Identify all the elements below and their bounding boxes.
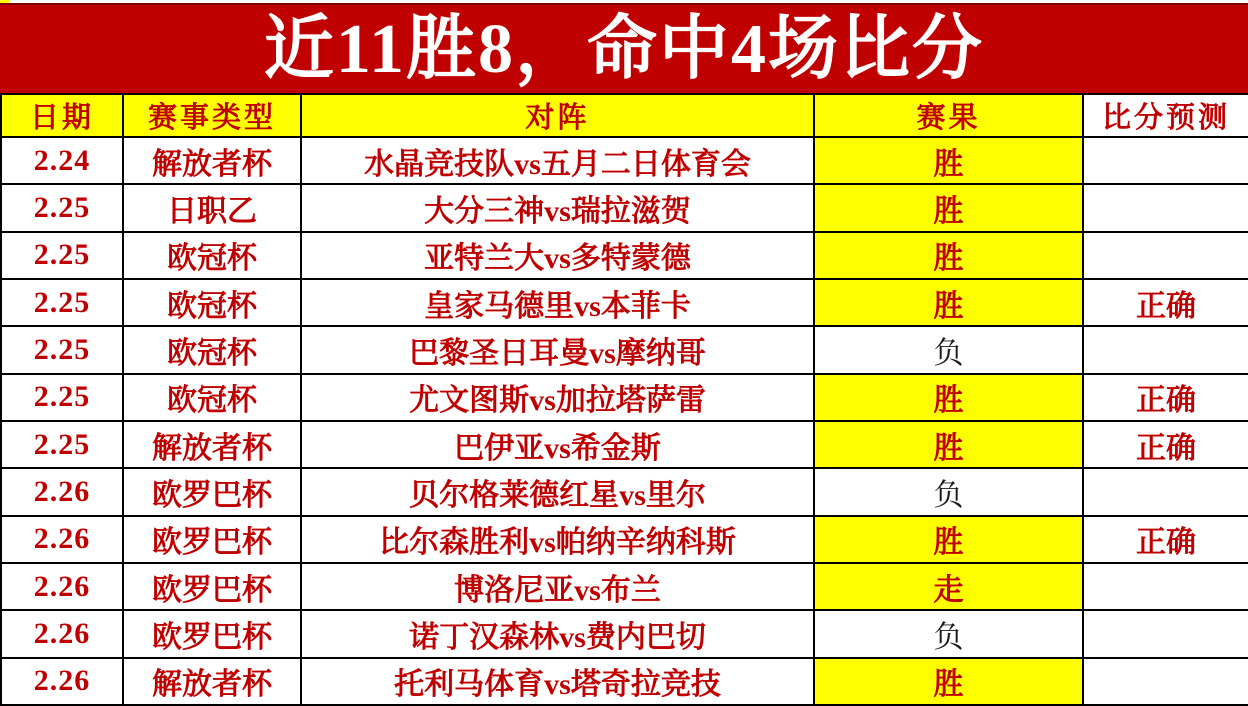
cell-result: 胜 — [814, 374, 1083, 421]
cell-matchup: 水晶竞技队vs五月二日体育会 — [301, 137, 814, 184]
cell-result: 胜 — [814, 279, 1083, 326]
cell-date: 2.25 — [1, 279, 123, 326]
cell-date: 2.26 — [1, 468, 123, 515]
results-table — [0, 93, 1248, 706]
header-result: 赛果 — [814, 94, 1083, 137]
cell-matchup: 亚特兰大vs多特蒙德 — [301, 232, 814, 279]
table-row — [1, 421, 1248, 468]
header-row — [1, 94, 1248, 137]
cell-league: 欧冠杯 — [123, 326, 301, 373]
cell-result: 负 — [814, 326, 1083, 373]
cell-matchup: 巴黎圣日耳曼vs摩纳哥 — [301, 326, 814, 373]
cell-result: 胜 — [814, 137, 1083, 184]
cell-date: 2.25 — [1, 232, 123, 279]
cell-prediction: 正确 — [1083, 516, 1248, 563]
cell-league: 欧冠杯 — [123, 374, 301, 421]
header-matchup: 对阵 — [301, 94, 814, 137]
cell-date: 2.25 — [1, 421, 123, 468]
cell-date: 2.25 — [1, 326, 123, 373]
cell-league: 欧罗巴杯 — [123, 610, 301, 657]
table-row — [1, 516, 1248, 563]
cell-result: 负 — [814, 610, 1083, 657]
cell-result: 走 — [814, 563, 1083, 610]
cell-prediction — [1083, 326, 1248, 373]
cell-date: 2.25 — [1, 184, 123, 231]
cell-prediction: 正确 — [1083, 279, 1248, 326]
table-row — [1, 137, 1248, 184]
title-banner — [0, 3, 1248, 93]
cell-result: 胜 — [814, 658, 1083, 705]
table-row — [1, 658, 1248, 705]
table-row — [1, 326, 1248, 373]
cell-date: 2.26 — [1, 610, 123, 657]
page-title: 近11胜8，命中4场比分 — [263, 11, 985, 88]
top-edge-yellow-sliver — [0, 0, 10, 3]
cell-matchup: 皇家马德里vs本菲卡 — [301, 279, 814, 326]
cell-result: 胜 — [814, 184, 1083, 231]
cell-league: 解放者杯 — [123, 421, 301, 468]
cell-league: 欧罗巴杯 — [123, 563, 301, 610]
cell-date: 2.26 — [1, 563, 123, 610]
table-row — [1, 279, 1248, 326]
cell-matchup: 尤文图斯vs加拉塔萨雷 — [301, 374, 814, 421]
cell-prediction — [1083, 658, 1248, 705]
cell-date: 2.26 — [1, 516, 123, 563]
top-edge-strip — [0, 0, 1248, 3]
cell-league: 欧冠杯 — [123, 279, 301, 326]
cell-matchup: 博洛尼亚vs布兰 — [301, 563, 814, 610]
cell-prediction: 正确 — [1083, 421, 1248, 468]
table-row — [1, 610, 1248, 657]
cell-result: 胜 — [814, 516, 1083, 563]
table-row — [1, 184, 1248, 231]
cell-result: 负 — [814, 468, 1083, 515]
table-row — [1, 468, 1248, 515]
header-prediction: 比分预测 — [1083, 94, 1248, 137]
cell-league: 解放者杯 — [123, 137, 301, 184]
table-row — [1, 374, 1248, 421]
cell-date: 2.25 — [1, 374, 123, 421]
cell-league: 欧罗巴杯 — [123, 468, 301, 515]
cell-league: 日职乙 — [123, 184, 301, 231]
cell-league: 欧冠杯 — [123, 232, 301, 279]
cell-prediction — [1083, 184, 1248, 231]
cell-prediction — [1083, 232, 1248, 279]
cell-matchup: 巴伊亚vs希金斯 — [301, 421, 814, 468]
cell-date: 2.24 — [1, 137, 123, 184]
table-row — [1, 563, 1248, 610]
cell-prediction — [1083, 137, 1248, 184]
cell-result: 胜 — [814, 232, 1083, 279]
cell-matchup: 比尔森胜利vs帕纳辛纳科斯 — [301, 516, 814, 563]
cell-prediction: 正确 — [1083, 374, 1248, 421]
cell-result: 胜 — [814, 421, 1083, 468]
cell-matchup: 贝尔格莱德红星vs里尔 — [301, 468, 814, 515]
cell-league: 解放者杯 — [123, 658, 301, 705]
cell-matchup: 托利马体育vs塔奇拉竞技 — [301, 658, 814, 705]
table-row — [1, 232, 1248, 279]
header-date: 日期 — [1, 94, 123, 137]
cell-prediction — [1083, 610, 1248, 657]
header-league: 赛事类型 — [123, 94, 301, 137]
cell-prediction — [1083, 468, 1248, 515]
cell-league: 欧罗巴杯 — [123, 516, 301, 563]
cell-date: 2.26 — [1, 658, 123, 705]
cell-prediction — [1083, 563, 1248, 610]
cell-matchup: 大分三神vs瑞拉滋贺 — [301, 184, 814, 231]
cell-matchup: 诺丁汉森林vs费内巴切 — [301, 610, 814, 657]
